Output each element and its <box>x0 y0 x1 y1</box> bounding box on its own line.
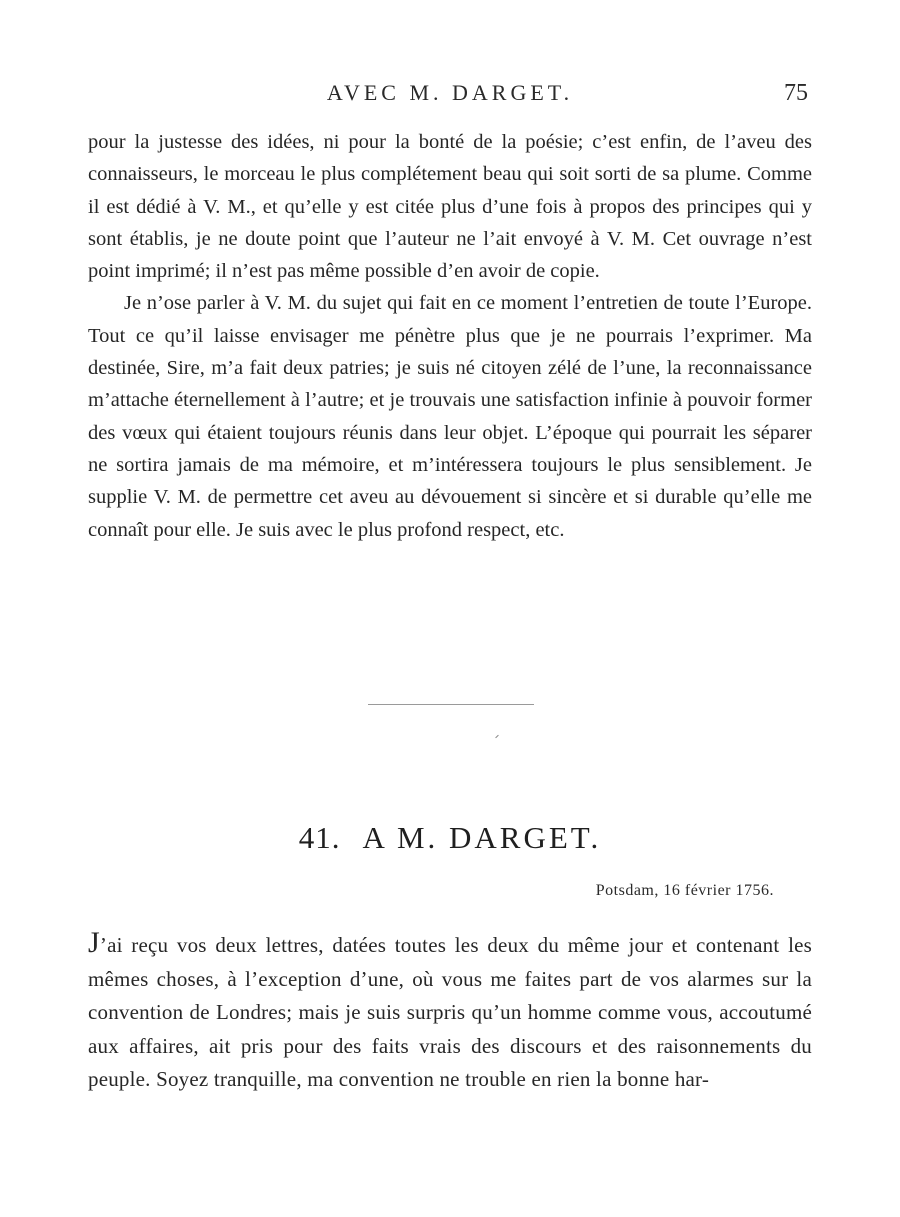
page-number: 75 <box>784 80 808 106</box>
letter-number: 41. <box>298 820 341 855</box>
letter-dateline: Potsdam, 16 février 1756. <box>595 882 774 899</box>
letter-heading <box>0 820 900 856</box>
paragraph-closing: Je n’ose parler à V. M. du sujet qui fait en ce moment l’entretien de toute l’Europe. Tout ce qu’il laisse envisager me pénètre plus que je ne pourrais l’exprimer. Ma destinée, Sire, m’a fait deux patries; je suis né citoyen zélé de l’une, la reconnaissance m’attache éternellement à l’autre; et je trouvais une satisfaction infinie à pouvoir former des vœux qui étaient toujours réunis dans leur objet. L’époque qui pourrait les séparer ne sortira jamais de ma mémoire, et m’intéressera toujours le plus sensiblement. Je supplie V. M. de permettre cet aveu au dévouement si sincère et si durable qu’elle me connaît pour elle. Je suis avec le plus profond respect, etc. <box>88 292 812 541</box>
letter-opening-paragraph <box>88 926 812 1097</box>
section-divider <box>368 704 534 705</box>
running-title: AVEC M. DARGET. <box>326 80 574 105</box>
initial-letter: J <box>88 926 100 959</box>
letter-body <box>88 926 812 1097</box>
letter-opening-text: ’ai reçu vos deux lettres, datées toutes les deux du même jour et contenant les mêmes choses, à l’exception d’une, où vous me faites part de vos alarmes sur la convention de Londres; mais je suis surpris qu’un homme comme vous, accoutumé aux affaires, ait pris pour des faits vrais des discours et des raisonnements du peuple. Soyez tranquille, ma convention ne trouble en rien la bonne har- <box>88 933 812 1092</box>
running-head <box>0 80 900 110</box>
paragraph-continuation: pour la justesse des idées, ni pour la bonté de la poésie; c’est enfin, de l’aveu des connaisseurs, le morceau le plus complétement beau qui soit sorti de sa plume. Comme il est dédié à V. M., et qu’elle y est citée plus d’une fois à propos des principes qui y sont établis, je ne doute point que l’auteur ne l’ait envoyé à V. M. Cet ouvrage n’est point imprimé; il n’est pas même possible d’en avoir de copie. <box>88 131 812 283</box>
letter-title: A M. DARGET. <box>362 820 602 855</box>
print-speck <box>495 735 499 739</box>
continued-letter-text <box>88 126 812 546</box>
